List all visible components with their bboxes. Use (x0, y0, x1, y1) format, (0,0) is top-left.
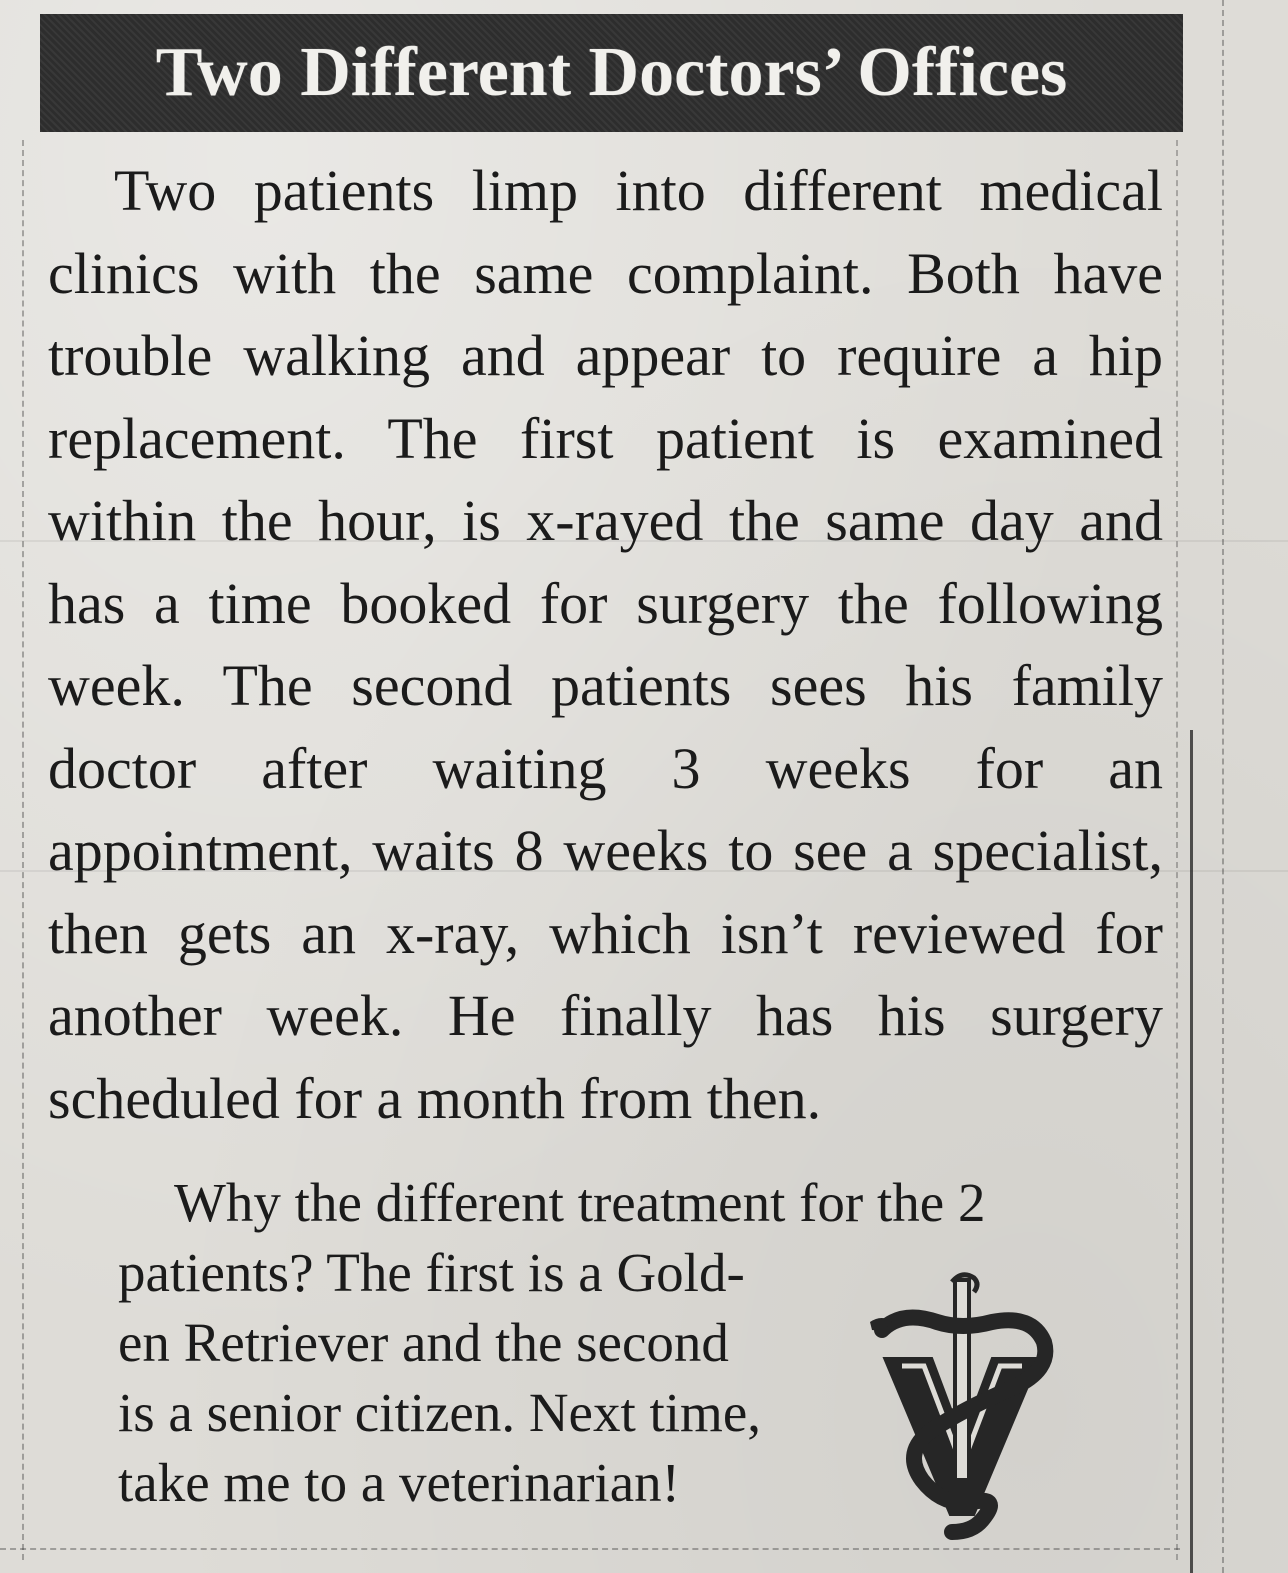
column-rule-right (1176, 140, 1178, 1560)
adjacent-column-border (1190, 730, 1193, 1573)
column-rule-far-right (1222, 0, 1224, 1573)
paragraph-2-line: is a senior citizen. Next time, (118, 1382, 762, 1443)
column-rule-left (22, 140, 24, 1560)
paragraph-2-line: patients? The first is a Gold- (118, 1242, 745, 1303)
veterinary-caduceus-v-icon (862, 1270, 1062, 1540)
headline: Two Different Doctors’ Offices (155, 34, 1068, 111)
paragraph-2 (118, 1168, 986, 1518)
paragraph-2-line: take me to a veterinarian! (118, 1452, 680, 1513)
paragraph-2-line: en Retriever and the second (118, 1312, 729, 1373)
column-rule-bottom (0, 1548, 1180, 1550)
paragraph-2-line: Why the different treatment for the 2 (174, 1172, 986, 1233)
headline-banner (40, 14, 1183, 132)
paragraph-1: Two patients limp into different medical clinics with the same complaint. Both have trouble walking and appear to require a hip replacement. The first patient is examined within the hour, is x-rayed the same day and has a time booked for surgery the following week. The second patients sees his family doctor after waiting 3 weeks for an appointment, waits 8 weeks to see a specialist, then gets an x-ray, which isn’t reviewed for another week. He finally has his surgery scheduled for a month from then. (48, 158, 1163, 1131)
article-body (48, 150, 1163, 1140)
